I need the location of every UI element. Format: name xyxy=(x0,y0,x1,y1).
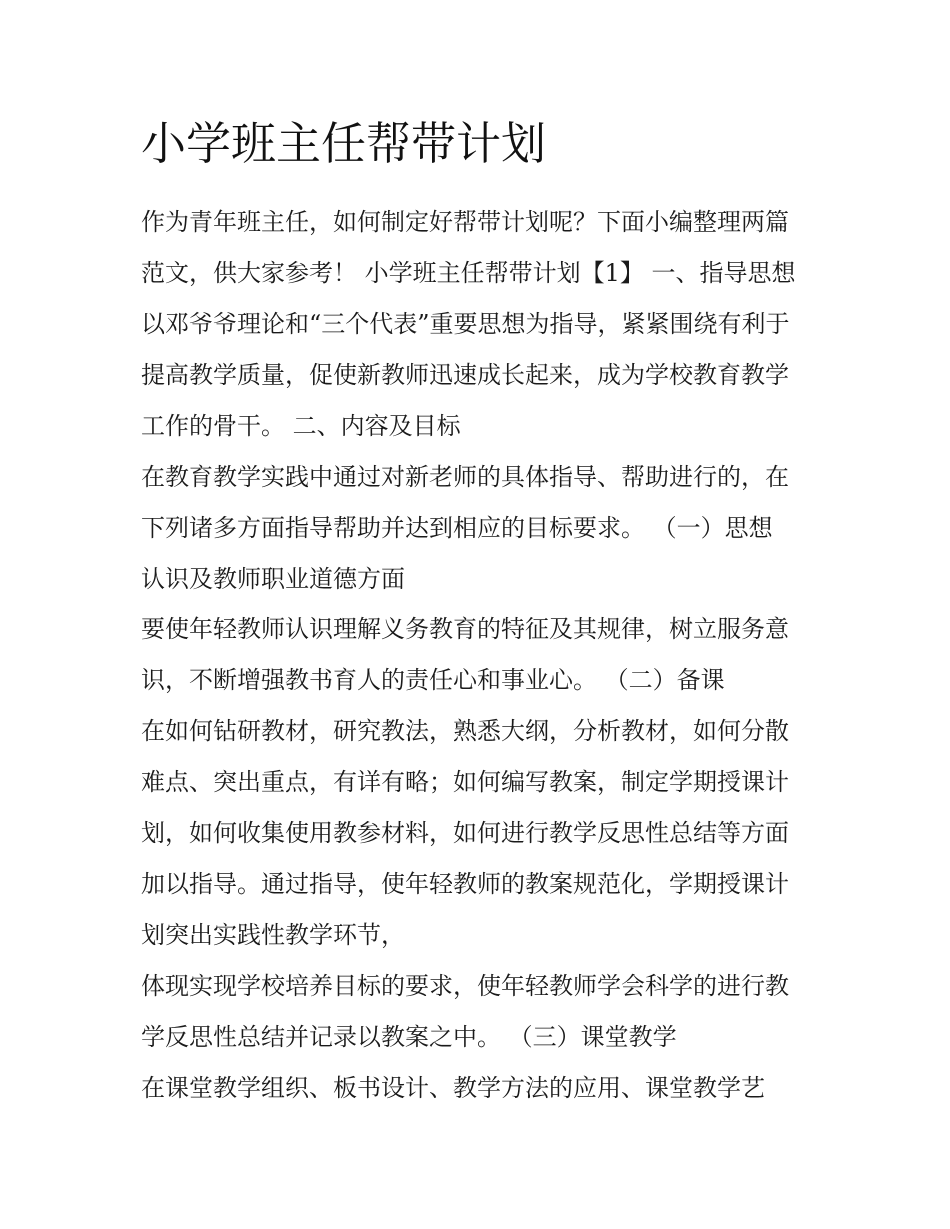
body-line: 划，如何收集使用教参材料，如何进行教学反思性总结等方面 xyxy=(141,819,789,847)
body-line: 难点、突出重点，有详有略；如何编写教案，制定学期授课计 xyxy=(141,768,789,796)
body-line: 加以指导。通过指导，使年轻教师的教案规范化，学期授课计 xyxy=(141,870,789,898)
body-line: 认识及教师职业道德方面 xyxy=(141,565,405,593)
body-line: 学反思性总结并记录以教案之中。 （三）课堂教学 xyxy=(141,1023,677,1051)
body-line: 工作的骨干。 二、内容及目标 xyxy=(141,412,461,440)
body-line: 提高教学质量，促使新教师迅速成长起来，成为学校教育教学 xyxy=(141,361,789,389)
body-line: 识，不断增强教书育人的责任心和事业心。 （二）备课 xyxy=(141,666,725,694)
body-line: 要使年轻教师认识理解义务教育的特征及其规律，树立服务意 xyxy=(141,615,789,643)
body-line: 划突出实践性教学环节， xyxy=(141,921,405,949)
body-line: 以邓爷爷理论和“三个代表”重要思想为指导，紧紧围绕有利于 xyxy=(141,310,790,338)
body-line: 在教育教学实践中通过对新老师的具体指导、帮助进行的，在 xyxy=(141,463,789,491)
body-line: 体现实现学校培养目标的要求，使年轻教师学会科学的进行教 xyxy=(141,972,789,1000)
body-line: 在如何钻研教材，研究教法，熟悉大纲，分析教材，如何分散 xyxy=(141,717,789,745)
body-line: 作为青年班主任，如何制定好帮带计划呢？下面小编整理两篇 xyxy=(141,208,789,236)
body-line: 范文，供大家参考！ 小学班主任帮带计划【1】 一、指导思想 xyxy=(141,259,796,287)
body-line: 下列诸多方面指导帮助并达到相应的目标要求。 （一）思想 xyxy=(141,514,773,542)
document-title: 小学班主任帮带计划 xyxy=(141,117,547,170)
body-line: 在课堂教学组织、板书设计、教学方法的应用、课堂教学艺 xyxy=(141,1074,765,1102)
